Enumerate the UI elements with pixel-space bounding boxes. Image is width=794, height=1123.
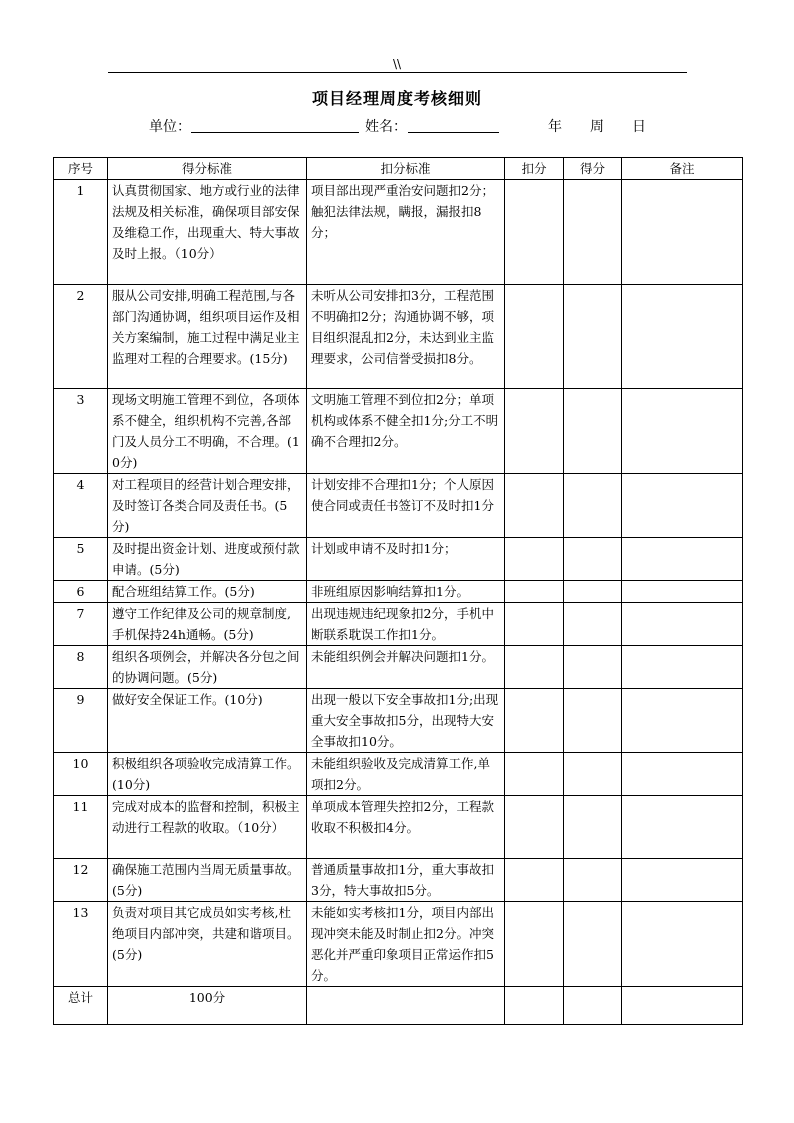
info-row — [0, 116, 794, 138]
header-mark: \\ — [392, 57, 402, 71]
row-number: 11 — [54, 796, 108, 859]
table-row — [54, 689, 743, 753]
table-row — [54, 859, 743, 902]
score-cell[interactable] — [564, 581, 622, 603]
table-row — [54, 389, 743, 474]
deduction-standard: 单项成本管理失控扣2分，工程款收取不积极扣4分。 — [307, 796, 505, 859]
scoring-standard: 做好安全保证工作。(10分) — [108, 689, 307, 753]
deduct-points-cell[interactable] — [505, 646, 564, 689]
deduct-points-cell[interactable] — [505, 603, 564, 646]
table-row — [54, 581, 743, 603]
scoring-standard: 积极组织各项验收完成清算工作。(10分) — [108, 753, 307, 796]
deduct-points-cell[interactable] — [505, 180, 564, 285]
remarks-cell[interactable] — [622, 538, 743, 581]
deduct-points-cell[interactable] — [505, 285, 564, 389]
scoring-standard: 及时提出资金计划、进度或预付款申请。(5分) — [108, 538, 307, 581]
score-cell[interactable] — [564, 603, 622, 646]
scoring-standard: 完成对成本的监督和控制，积极主动进行工程款的收取。（10分） — [108, 796, 307, 859]
deduct-points-cell[interactable] — [505, 581, 564, 603]
deduction-standard: 未能组织例会并解决问题扣1分。 — [307, 646, 505, 689]
row-number: 9 — [54, 689, 108, 753]
deduction-standard: 计划安排不合理扣1分；个人原因使合同或责任书签订不及时扣1分 — [307, 474, 505, 538]
score-cell[interactable] — [564, 689, 622, 753]
header-standard: 得分标准 — [108, 158, 307, 180]
total-score-cell[interactable] — [564, 987, 622, 1025]
assessment-table — [53, 157, 743, 1025]
total-deduction-cell[interactable] — [307, 987, 505, 1025]
score-cell[interactable] — [564, 796, 622, 859]
deduction-standard: 未能组织验收及完成清算工作,单项扣2分。 — [307, 753, 505, 796]
remarks-cell[interactable] — [622, 859, 743, 902]
score-cell[interactable] — [564, 538, 622, 581]
row-number: 8 — [54, 646, 108, 689]
header-deduct-points: 扣分 — [505, 158, 564, 180]
deduct-points-cell[interactable] — [505, 689, 564, 753]
table-row — [54, 474, 743, 538]
header-score: 得分 — [564, 158, 622, 180]
score-cell[interactable] — [564, 474, 622, 538]
table-row — [54, 796, 743, 859]
remarks-cell[interactable] — [622, 796, 743, 859]
remarks-cell[interactable] — [622, 180, 743, 285]
header-divider — [108, 72, 687, 73]
row-number: 6 — [54, 581, 108, 603]
name-label: 姓名： — [365, 119, 407, 135]
row-number: 10 — [54, 753, 108, 796]
deduction-standard: 项目部出现严重治安问题扣2分；触犯法律法规，瞒报，漏报扣8分； — [307, 180, 505, 285]
scoring-standard: 服从公司安排,明确工程范围,与各部门沟通协调，组织项目运作及相关方案编制，施工过程中满足业主监理对工程的合理要求。(15分) — [108, 285, 307, 389]
table-row — [54, 646, 743, 689]
scoring-standard: 遵守工作纪律及公司的规章制度,手机保持24h通畅。(5分) — [108, 603, 307, 646]
remarks-cell[interactable] — [622, 474, 743, 538]
row-number: 5 — [54, 538, 108, 581]
remarks-cell[interactable] — [622, 389, 743, 474]
row-number: 3 — [54, 389, 108, 474]
score-cell[interactable] — [564, 753, 622, 796]
table-header-row — [54, 158, 743, 180]
header-no: 序号 — [54, 158, 108, 180]
score-cell[interactable] — [564, 859, 622, 902]
document-title: 项目经理周度考核细则 — [311, 89, 482, 108]
deduction-standard: 出现一般以下安全事故扣1分;出现重大安全事故扣5分，出现特大安全事故扣10分。 — [307, 689, 505, 753]
remarks-cell[interactable] — [622, 753, 743, 796]
table-row — [54, 603, 743, 646]
deduction-standard: 未能如实考核扣1分，项目内部出现冲突未能及时制止扣2分。冲突恶化并严重印象项目正常运作扣5分。 — [307, 902, 505, 987]
table-row — [54, 180, 743, 285]
deduction-standard: 普通质量事故扣1分，重大事故扣3分，特大事故扣5分。 — [307, 859, 505, 902]
table-row — [54, 753, 743, 796]
row-number: 1 — [54, 180, 108, 285]
table-row — [54, 538, 743, 581]
scoring-standard: 确保施工范围内当周无质量事故。(5分) — [108, 859, 307, 902]
total-deduct-points-cell[interactable] — [505, 987, 564, 1025]
score-cell[interactable] — [564, 389, 622, 474]
deduction-standard: 出现违规违纪现象扣2分，手机中断联系耽误工作扣1分。 — [307, 603, 505, 646]
score-cell[interactable] — [564, 285, 622, 389]
score-cell[interactable] — [564, 902, 622, 987]
remarks-cell[interactable] — [622, 603, 743, 646]
year-label: 年 — [548, 119, 562, 135]
score-cell[interactable] — [564, 180, 622, 285]
remarks-cell[interactable] — [622, 902, 743, 987]
deduct-points-cell[interactable] — [505, 474, 564, 538]
deduction-standard: 文明施工管理不到位扣2分；单项机构或体系不健全扣1分;分工不明确不合理扣2分。 — [307, 389, 505, 474]
table-row — [54, 902, 743, 987]
deduct-points-cell[interactable] — [505, 753, 564, 796]
total-label: 总计 — [54, 987, 108, 1025]
scoring-standard: 组织各项例会，并解决各分包之间的协调问题。(5分) — [108, 646, 307, 689]
row-number: 13 — [54, 902, 108, 987]
score-cell[interactable] — [564, 646, 622, 689]
row-number: 2 — [54, 285, 108, 389]
header-remarks: 备注 — [622, 158, 743, 180]
deduct-points-cell[interactable] — [505, 902, 564, 987]
header-deduction: 扣分标准 — [307, 158, 505, 180]
remarks-cell[interactable] — [622, 646, 743, 689]
scoring-standard: 认真贯彻国家、地方或行业的法律法规及相关标准，确保项目部安保及维稳工作，出现重大、特大事故及时上报。（10分） — [108, 180, 307, 285]
deduct-points-cell[interactable] — [505, 389, 564, 474]
name-field[interactable] — [408, 116, 499, 133]
scoring-standard: 负责对项目其它成员如实考核,杜绝项目内部冲突，共建和谐项目。(5分) — [108, 902, 307, 987]
deduction-standard: 计划或申请不及时扣1分； — [307, 538, 505, 581]
total-value: 100分 — [108, 987, 307, 1025]
table-total-row — [54, 987, 743, 1025]
row-number: 12 — [54, 859, 108, 902]
remarks-cell[interactable] — [622, 689, 743, 753]
scoring-standard: 对工程项目的经营计划合理安排，及时签订各类合同及责任书。(5分) — [108, 474, 307, 538]
deduct-points-cell[interactable] — [505, 859, 564, 902]
row-number: 4 — [54, 474, 108, 538]
deduct-points-cell[interactable] — [505, 538, 564, 581]
remarks-cell[interactable] — [622, 581, 743, 603]
deduction-standard: 未听从公司安排扣3分，工程范围不明确扣2分；沟通协调不够，项目组织混乱扣2分，未达到业主监理要求，公司信誉受损扣8分。 — [307, 285, 505, 389]
unit-label: 单位： — [149, 119, 191, 135]
remarks-cell[interactable] — [622, 285, 743, 389]
deduction-standard: 非班组原因影响结算扣1分。 — [307, 581, 505, 603]
scoring-standard: 配合班组结算工作。(5分) — [108, 581, 307, 603]
table-row — [54, 285, 743, 389]
day-label: 日 — [632, 119, 646, 135]
row-number: 7 — [54, 603, 108, 646]
scoring-standard: 现场文明施工管理不到位，各项体系不健全，组织机构不完善,各部门及人员分工不明确，不合理。(10分) — [108, 389, 307, 474]
total-remarks-cell[interactable] — [622, 987, 743, 1025]
deduct-points-cell[interactable] — [505, 796, 564, 859]
unit-field[interactable] — [191, 116, 359, 133]
week-label: 周 — [590, 119, 604, 135]
